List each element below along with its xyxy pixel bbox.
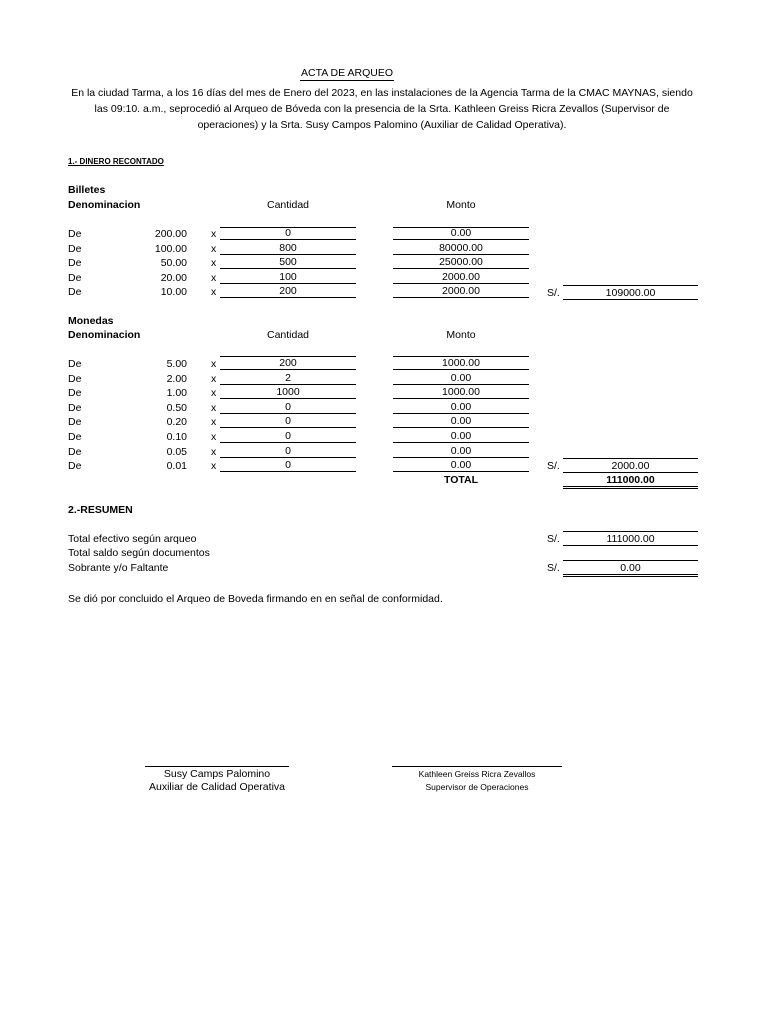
row-monto: 80000.00 — [393, 242, 529, 255]
row-de: De — [68, 401, 82, 414]
row-denominacion: 100.00 — [154, 242, 187, 255]
row-monto: 25000.00 — [393, 256, 529, 269]
monedas-col-denominacion: Denominacion — [68, 329, 141, 341]
document-title: ACTA DE ARQUEO — [301, 67, 393, 79]
monedas-table-top-rule — [220, 356, 356, 357]
resumen-label-documentos: Total saldo según documentos — [68, 547, 210, 559]
row-monto: 2000.00 — [393, 285, 529, 298]
resumen-currency-efectivo: S/. — [547, 533, 560, 545]
resumen-label-efectivo: Total efectivo según arqueo — [68, 533, 197, 545]
row-x: x — [211, 401, 217, 414]
resumen-value-efectivo: 111000.00 — [563, 531, 698, 546]
signature-role-auxiliar: Auxiliar de Calidad Operativa — [149, 781, 285, 793]
billetes-table-top-rule — [220, 227, 356, 228]
row-cantidad: 200 — [220, 357, 356, 370]
row-x: x — [211, 271, 217, 284]
row-denominacion: 10.00 — [160, 286, 187, 299]
closing-statement: Se dió por concluido el Arqueo de Boveda firmando en en señal de conformidad. — [68, 593, 443, 605]
row-x: x — [211, 372, 217, 385]
row-monto: 0.00 — [393, 430, 529, 443]
grand-total: 111000.00 — [563, 474, 698, 489]
row-monto: 0.00 — [393, 459, 529, 472]
signature-role-supervisor: Supervisor de Operaciones — [425, 782, 529, 792]
billetes-subtotal-currency: S/. — [547, 287, 560, 299]
row-de: De — [68, 416, 82, 429]
billetes-col-cantidad: Cantidad — [266, 199, 310, 211]
row-de: De — [68, 242, 82, 255]
monedas-table-top-rule — [393, 356, 529, 357]
row-denominacion: 0.50 — [166, 401, 187, 414]
billetes-heading: Billetes — [68, 184, 106, 196]
row-denominacion: 200.00 — [154, 228, 187, 240]
row-x: x — [211, 460, 217, 473]
row-cantidad: 500 — [220, 256, 356, 269]
billetes-col-denominacion: Denominacion — [68, 199, 141, 211]
row-denominacion: 50.00 — [160, 257, 187, 270]
row-de: De — [68, 358, 82, 370]
row-monto: 0.00 — [393, 415, 529, 428]
row-de: De — [68, 460, 82, 473]
row-monto: 2000.00 — [393, 271, 529, 284]
row-denominacion: 0.05 — [166, 445, 187, 458]
row-monto: 1000.00 — [393, 357, 529, 370]
monedas-subtotal-currency: S/. — [547, 460, 560, 472]
row-x: x — [211, 416, 217, 429]
row-x: x — [211, 242, 217, 255]
signature-name-supervisor: Kathleen Greiss Ricra Zevallos — [392, 766, 562, 779]
row-denominacion: 0.10 — [166, 431, 187, 443]
row-de: De — [68, 445, 82, 458]
row-x: x — [211, 358, 217, 370]
row-x: x — [211, 431, 217, 443]
row-denominacion: 1.00 — [166, 387, 187, 400]
row-monto: 0.00 — [393, 227, 529, 240]
row-cantidad: 0 — [220, 430, 356, 443]
resumen-value-sobrante: 0.00 — [563, 562, 698, 577]
row-monto: 0.00 — [393, 445, 529, 458]
row-cantidad: 200 — [220, 285, 356, 298]
resumen-currency-sobrante: S/. — [547, 562, 560, 574]
row-de: De — [68, 228, 82, 240]
monedas-col-monto: Monto — [446, 329, 476, 341]
row-de: De — [68, 372, 82, 385]
row-denominacion: 20.00 — [160, 271, 187, 284]
total-label: TOTAL — [443, 474, 479, 486]
row-cantidad: 0 — [220, 415, 356, 428]
row-de: De — [68, 271, 82, 284]
monedas-col-cantidad: Cantidad — [266, 329, 310, 341]
resumen-label-sobrante: Sobrante y/o Faltante — [68, 562, 169, 574]
row-denominacion: 0.20 — [166, 416, 187, 429]
row-cantidad: 800 — [220, 242, 356, 255]
row-denominacion: 2.00 — [166, 372, 187, 385]
row-cantidad: 0 — [220, 459, 356, 472]
row-denominacion: 5.00 — [166, 358, 187, 370]
row-cantidad: 0 — [220, 445, 356, 458]
billetes-subtotal: 109000.00 — [563, 285, 698, 300]
billetes-col-monto: Monto — [446, 199, 476, 211]
row-x: x — [211, 286, 217, 299]
row-monto: 0.00 — [393, 401, 529, 414]
signature-name-auxiliar: Susy Camps Palomino — [145, 766, 289, 780]
row-monto: 1000.00 — [393, 386, 529, 399]
row-de: De — [68, 257, 82, 270]
row-de: De — [68, 431, 82, 443]
intro-paragraph: En la ciudad Tarma, a los 16 días del mes de Enero del 2023, en las instalaciones de la Agencia Tarma de la CMAC MAYNAS, siendo las 09:10. a.m., seprocedió al Arqueo de Bóveda con la presencia de la Srta. Kathleen Greiss Ricra Zevallos (Supervisor de operaciones) y la Srta. Susy Campos Palomino (Auxiliar de Calidad Operativa). — [71, 87, 693, 131]
row-denominacion: 0.01 — [166, 460, 187, 473]
section-heading-dinero-recontado: 1.- DINERO RECONTADO — [68, 157, 164, 166]
row-cantidad: 0 — [220, 401, 356, 414]
row-monto: 0.00 — [393, 372, 529, 385]
row-de: De — [68, 286, 82, 299]
row-x: x — [211, 257, 217, 270]
row-cantidad: 100 — [220, 271, 356, 284]
row-cantidad: 2 — [220, 372, 356, 385]
monedas-subtotal: 2000.00 — [563, 458, 698, 473]
row-x: x — [211, 387, 217, 400]
row-cantidad: 0 — [220, 227, 356, 240]
billetes-table-top-rule — [393, 227, 529, 228]
resumen-value-documentos — [563, 547, 698, 561]
section-heading-resumen: 2.-RESUMEN — [68, 504, 133, 516]
row-de: De — [68, 387, 82, 400]
row-x: x — [211, 228, 217, 240]
row-x: x — [211, 445, 217, 458]
row-cantidad: 1000 — [220, 386, 356, 399]
monedas-heading: Monedas — [68, 315, 114, 327]
